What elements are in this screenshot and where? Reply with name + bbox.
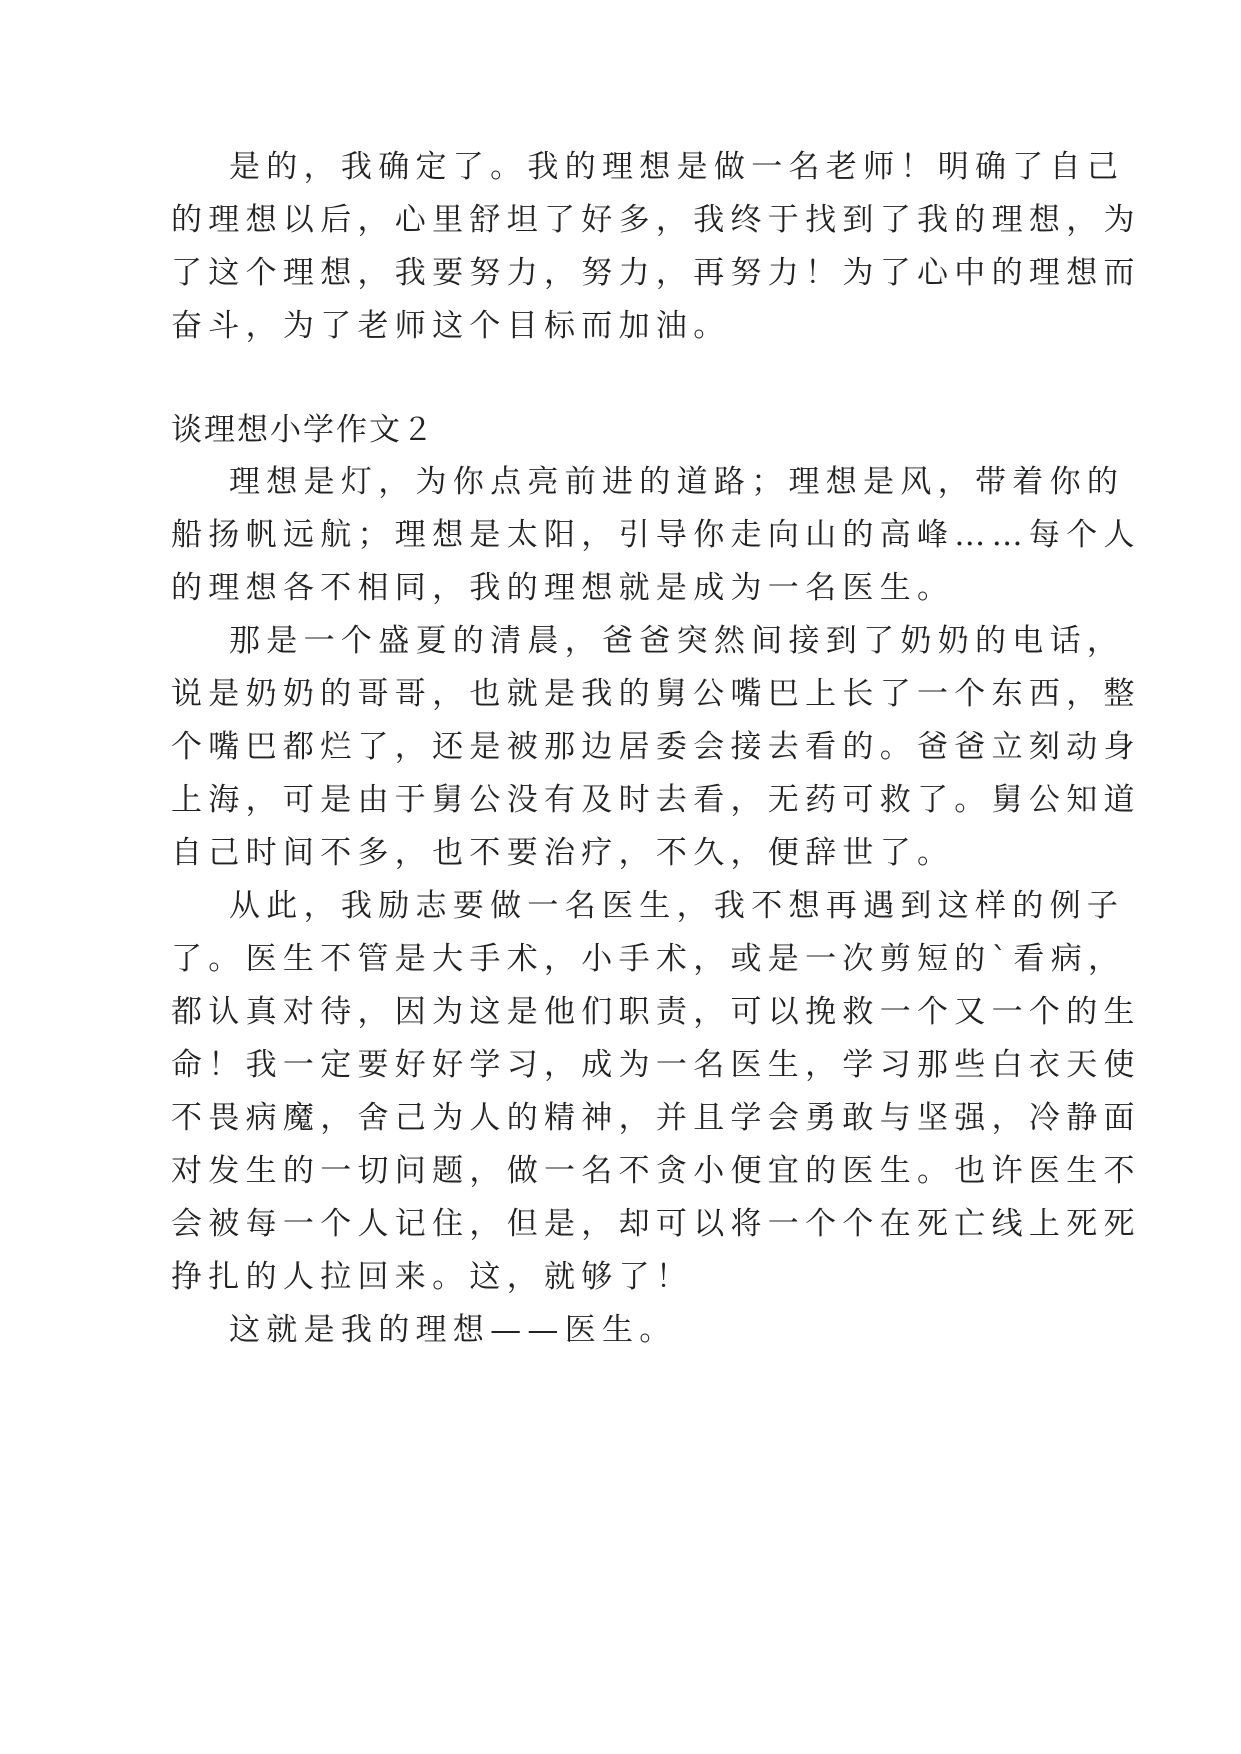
paragraph-line: 命！我一定要好好学习，成为一名医生，学习那些白衣天使 bbox=[171, 1047, 1141, 1083]
paragraph-line: 从此，我励志要做一名医生，我不想再遇到这样的例子 bbox=[229, 888, 1125, 924]
paragraph-line: 了。医生不管是大手术，小手术，或是一次剪短的`看病， bbox=[171, 941, 1126, 977]
section-heading: 谈理想小学作文２ bbox=[171, 412, 435, 448]
paragraph-line: 个嘴巴都烂了，还是被那边居委会接去看的。爸爸立刻动身 bbox=[171, 729, 1141, 765]
paragraph-line: 不畏病魔，舍己为人的精神，并且学会勇敢与坚强，冷静面 bbox=[171, 1100, 1141, 1136]
paragraph-line: 了这个理想，我要努力，努力，再努力！为了心中的理想而 bbox=[171, 255, 1141, 291]
paragraph-line: 都认真对待，因为这是他们职责，可以挽救一个又一个的生 bbox=[171, 994, 1141, 1030]
paragraph-line: 挣扎的人拉回来。这，就够了！ bbox=[171, 1259, 694, 1295]
paragraph-line: 说是奶奶的哥哥，也就是我的舅公嘴巴上长了一个东西，整 bbox=[171, 676, 1141, 712]
paragraph-line: 理想是灯，为你点亮前进的道路；理想是风，带着你的 bbox=[229, 464, 1125, 500]
paragraph-line: 对发生的一切问题，做一名不贪小便宜的医生。也许医生不 bbox=[171, 1153, 1141, 1189]
paragraph-line: 那是一个盛夏的清晨，爸爸突然间接到了奶奶的电话， bbox=[229, 623, 1125, 659]
paragraph-line: 这就是我的理想——医生。 bbox=[229, 1312, 677, 1348]
paragraph-line: 上海，可是由于舅公没有及时去看，无药可救了。舅公知道 bbox=[171, 782, 1141, 818]
paragraph-line: 奋斗，为了老师这个目标而加油。 bbox=[171, 308, 731, 344]
paragraph-line: 自己时间不多，也不要治疗，不久，便辞世了。 bbox=[171, 835, 955, 871]
paragraph-line: 的理想各不相同，我的理想就是成为一名医生。 bbox=[171, 570, 955, 606]
paragraph-line: 是的，我确定了。我的理想是做一名老师！明确了自己 bbox=[229, 149, 1125, 185]
paragraph-line: 会被每一个人记住，但是，却可以将一个个在死亡线上死死 bbox=[171, 1206, 1141, 1242]
paragraph-line: 的理想以后，心里舒坦了好多，我终于找到了我的理想，为 bbox=[171, 202, 1141, 238]
paragraph-line: 船扬帆远航；理想是太阳，引导你走向山的高峰……每个人 bbox=[171, 517, 1141, 553]
